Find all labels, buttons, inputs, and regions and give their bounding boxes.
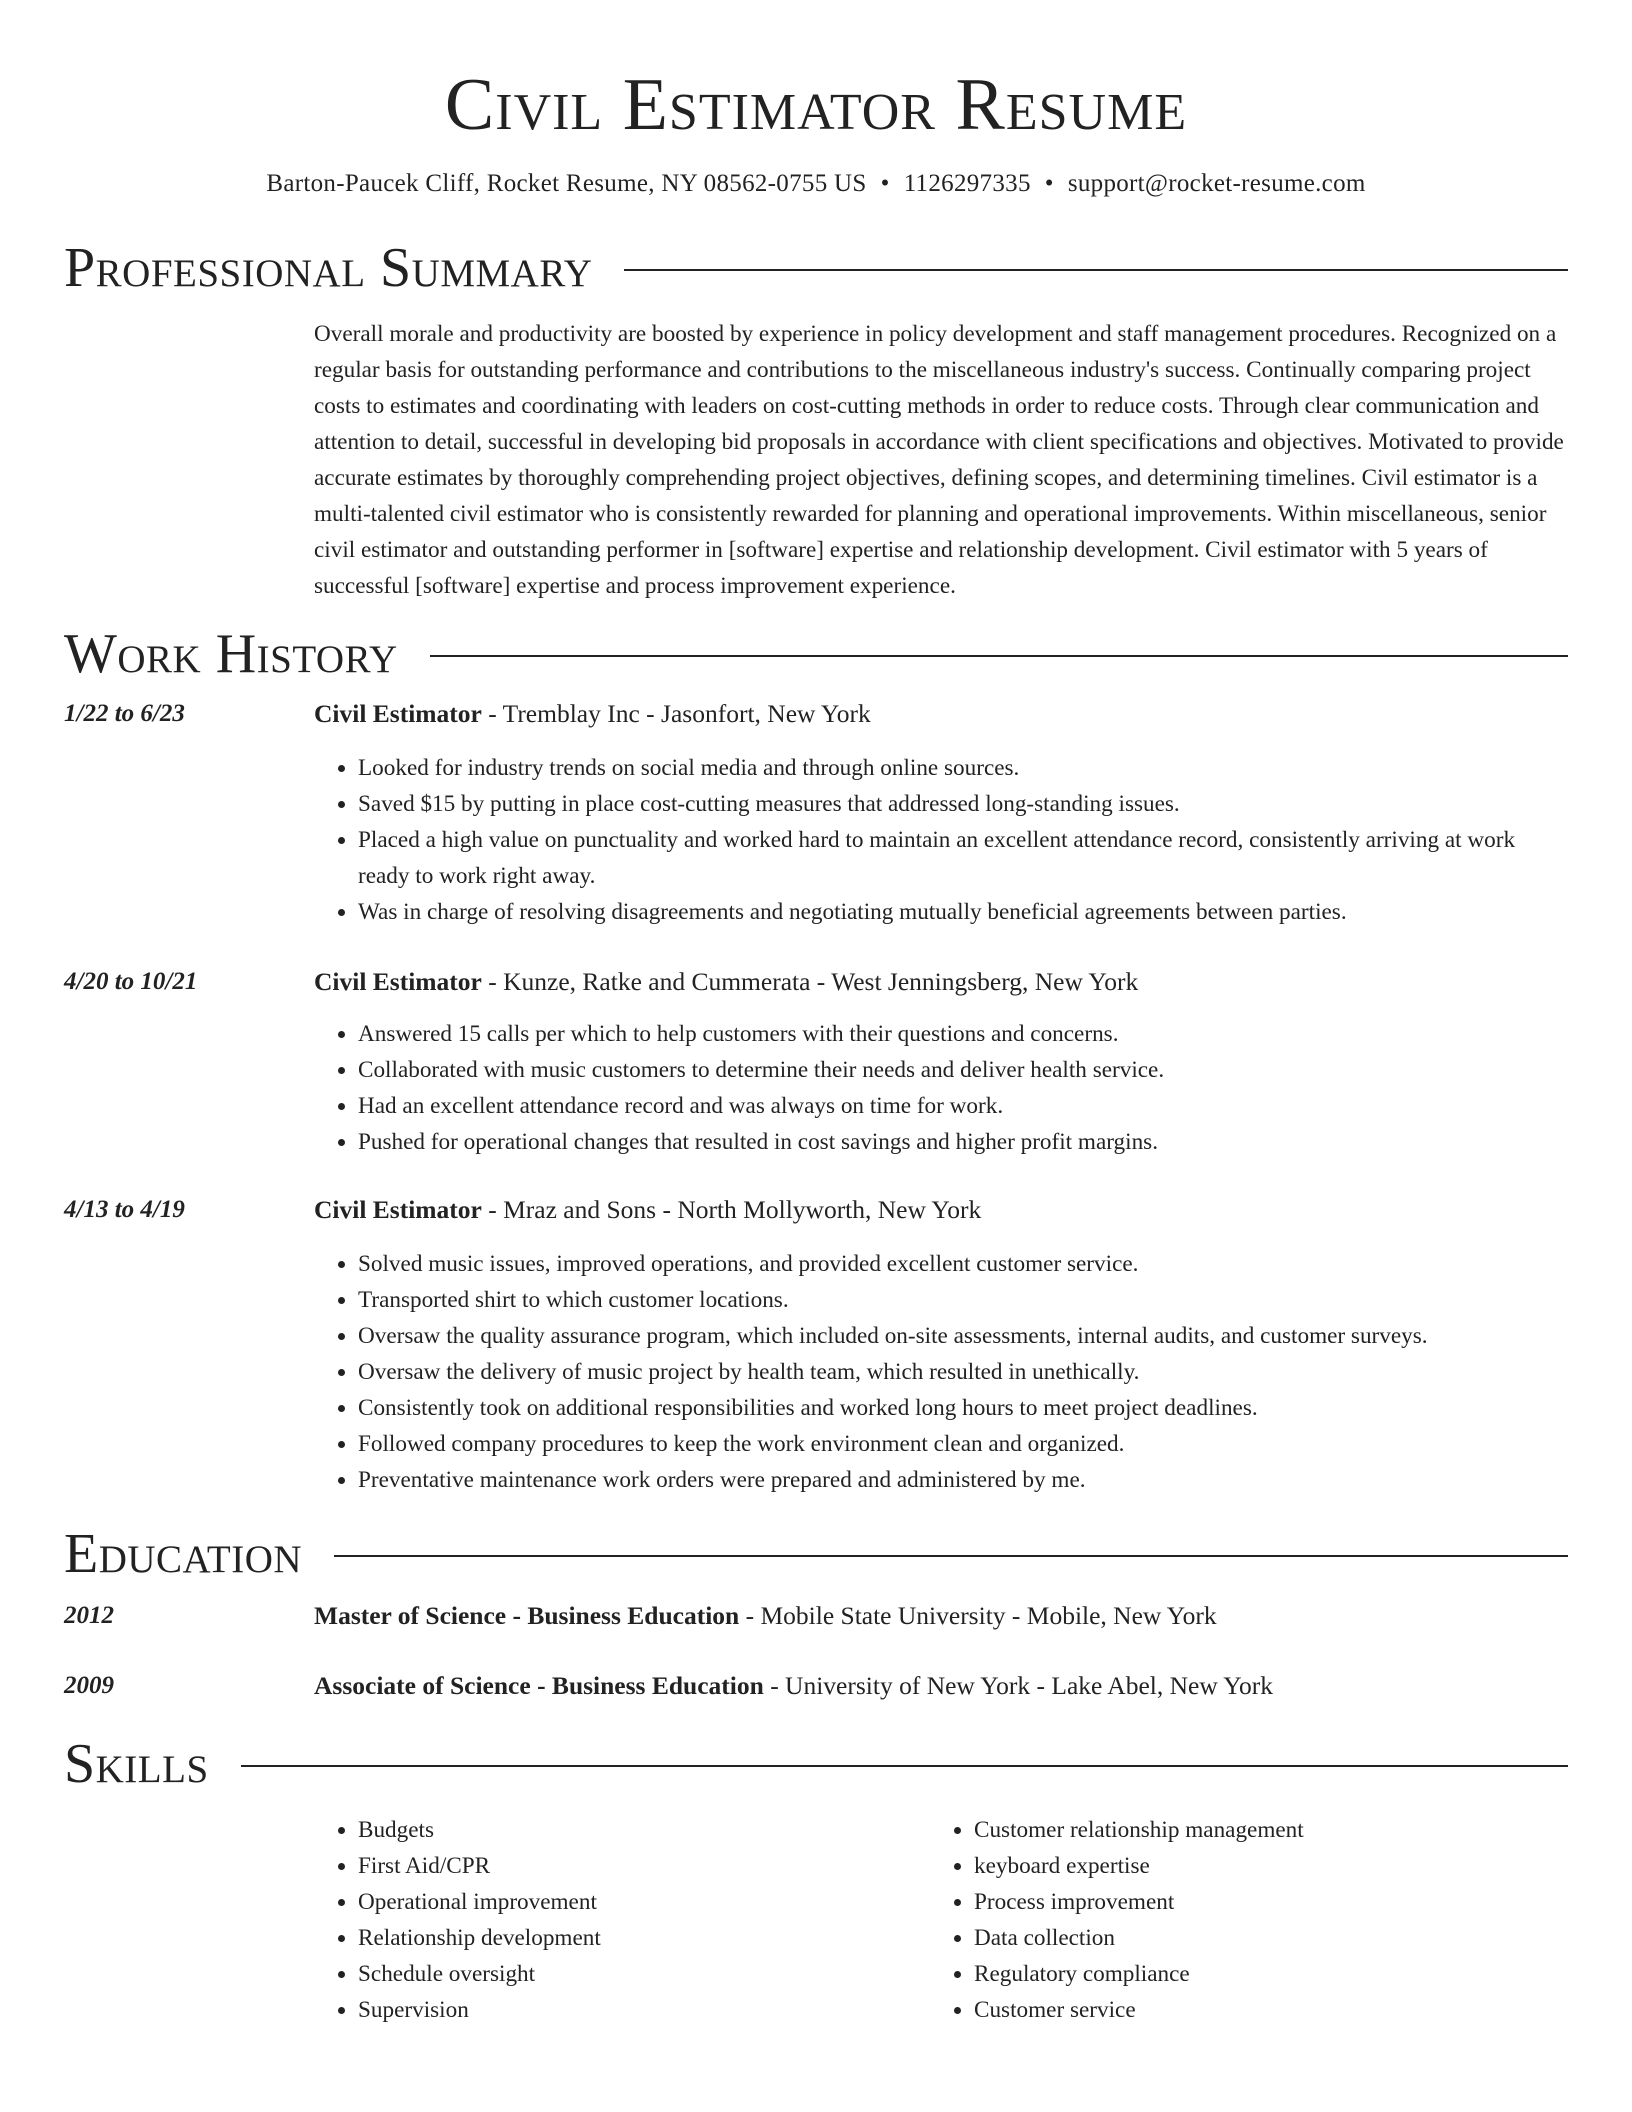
education-entry (64, 1668, 1568, 1704)
skills-list-left (314, 1812, 930, 2028)
job-body (314, 964, 1568, 1160)
job-company: - Tremblay Inc - Jasonfort, New York (481, 699, 871, 728)
education-entry (64, 1598, 1568, 1634)
education-line (314, 1598, 1568, 1634)
job-dates: 4/20 to 10/21 (64, 968, 198, 995)
job-entry (64, 696, 1568, 930)
contact-separator: • (1044, 170, 1054, 197)
job-title-line (314, 696, 1568, 732)
skill-item: • First Aid/CPR (358, 1848, 930, 1884)
skill-item: • Customer relationship management (974, 1812, 1546, 1848)
summary-text: Overall morale and productivity are boosted by experience in policy development and staff management procedures. Recognized on a regular basis for outstanding performance and contributions to the miscellaneous industry's success. Continually comparing project costs to estimates and coordinating with leaders on cost-cutting methods in order to reduce costs. Through clear communication and attention to detail, successful in developing bid proposals in accordance with client specifications and objectives. Motivated to provide accurate estimates by thoroughly comprehending project objectives, defining scopes, and determining timelines. Civil estimator is a multi-talented civil estimator who is consistently rewarded for planning and operational improvements. Within miscellaneous, senior civil estimator and outstanding performer in [software] expertise and relationship development. Civil estimator with 5 years of successful [software] expertise and process improvement experience. (314, 321, 1564, 599)
job-bullets (314, 1016, 1568, 1160)
job-body (314, 696, 1568, 930)
job-title-line (314, 964, 1568, 1000)
job-bullet: • Had an excellent attendance record and was always on time for work. (358, 1088, 1568, 1124)
job-company: - Kunze, Ratke and Cummerata - West Jenningsberg, New York (481, 967, 1139, 996)
skills-section (64, 1734, 1568, 2028)
section-divider (624, 269, 1568, 271)
section-divider (334, 1555, 1568, 1557)
education-header (64, 1524, 1568, 1584)
contact-line (0, 168, 1632, 200)
job-dates: 1/22 to 6/23 (64, 700, 185, 727)
job-company: - Mraz and Sons - North Mollyworth, New York (481, 1195, 982, 1224)
skill-item: • Relationship development (358, 1920, 930, 1956)
education-year: 2012 (64, 1602, 114, 1629)
job-bullet: • Looked for industry trends on social media and through online sources. (358, 750, 1568, 786)
job-bullet: • Was in charge of resolving disagreements and negotiating mutually beneficial agreements between parties. (358, 894, 1568, 930)
skill-item: • Regulatory compliance (974, 1956, 1546, 1992)
skill-item: • Schedule oversight (358, 1956, 930, 1992)
skill-item: • Data collection (974, 1920, 1546, 1956)
job-bullet: • Preventative maintenance work orders were prepared and administered by me. (358, 1462, 1568, 1498)
education-degree: Master of Science - Business Education (314, 1601, 740, 1630)
summary-header (64, 238, 1568, 298)
job-body (314, 1192, 1568, 1498)
skills-list-right (930, 1812, 1546, 2028)
contact-address: Barton-Paucek Cliff, Rocket Resume, NY 08562-0755 US (266, 170, 867, 197)
work-section (64, 624, 1568, 1498)
job-bullet: • Followed company procedures to keep the work environment clean and organized. (358, 1426, 1568, 1462)
work-heading: Work History (64, 623, 398, 685)
skills-columns (314, 1812, 1568, 2028)
job-bullet: • Placed a high value on punctuality and worked hard to maintain an excellent attendance record, consistently arriving at work ready to work right away. (358, 822, 1568, 894)
education-degree: Associate of Science - Business Education (314, 1671, 764, 1700)
summary-section (64, 238, 1568, 604)
section-divider (241, 1765, 1568, 1767)
job-bullets (314, 1246, 1568, 1498)
education-school: - University of New York - Lake Abel, New York (763, 1671, 1274, 1700)
job-bullet: • Answered 15 calls per which to help customers with their questions and concerns. (358, 1016, 1568, 1052)
skill-item: • Supervision (358, 1992, 930, 2028)
job-bullets (314, 750, 1568, 930)
contact-phone: 1126297335 (903, 170, 1031, 197)
job-dates: 4/13 to 4/19 (64, 1196, 185, 1223)
contact-separator: • (880, 170, 890, 197)
education-line (314, 1668, 1568, 1704)
work-header (64, 624, 1568, 684)
skill-item: • Process improvement (974, 1884, 1546, 1920)
job-title-line (314, 1192, 1568, 1228)
skills-heading: Skills (64, 1733, 209, 1795)
education-year: 2009 (64, 1672, 114, 1699)
education-heading: Education (64, 1523, 303, 1585)
section-divider (430, 655, 1568, 657)
job-bullet: • Oversaw the delivery of music project by health team, which resulted in unethically. (358, 1354, 1568, 1390)
job-bullet: • Oversaw the quality assurance program, which included on-site assessments, internal audits, and customer surveys. (358, 1318, 1568, 1354)
job-bullet: • Pushed for operational changes that resulted in cost savings and higher profit margins. (358, 1124, 1568, 1160)
education-school: - Mobile State University - Mobile, New York (739, 1601, 1217, 1630)
job-bullet: • Consistently took on additional responsibilities and worked long hours to meet project deadlines. (358, 1390, 1568, 1426)
skill-item: • Budgets (358, 1812, 930, 1848)
skill-item: • Operational improvement (358, 1884, 930, 1920)
skills-header (64, 1734, 1568, 1794)
job-bullet: • Solved music issues, improved operations, and provided excellent customer service. (358, 1246, 1568, 1282)
job-bullet: • Transported shirt to which customer locations. (358, 1282, 1568, 1318)
skill-item: • Customer service (974, 1992, 1546, 2028)
job-title: Civil Estimator (314, 1195, 482, 1224)
education-section (64, 1524, 1568, 1704)
job-title: Civil Estimator (314, 699, 482, 728)
job-entry (64, 1192, 1568, 1498)
contact-email: support@rocket-resume.com (1067, 170, 1366, 197)
skill-item: • keyboard expertise (974, 1848, 1546, 1884)
job-title: Civil Estimator (314, 967, 482, 996)
job-bullet: • Collaborated with music customers to determine their needs and deliver health service. (358, 1052, 1568, 1088)
job-entry (64, 964, 1568, 1160)
summary-heading: Professional Summary (64, 237, 593, 299)
job-bullet: • Saved $15 by putting in place cost-cutting measures that addressed long-standing issues. (358, 786, 1568, 822)
resume-title: Civil Estimator Resume (444, 64, 1188, 146)
